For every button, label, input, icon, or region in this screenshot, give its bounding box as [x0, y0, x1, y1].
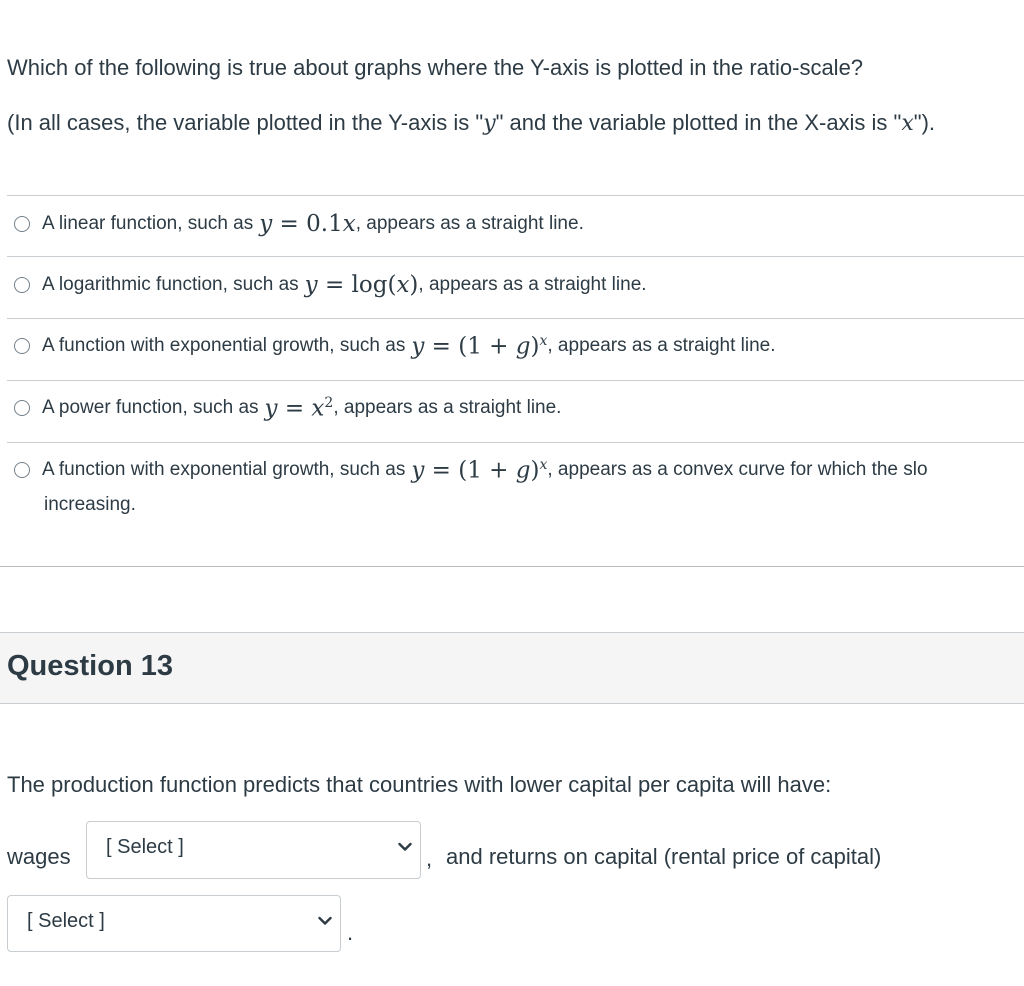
question-12-note: (In all cases, the variable plotted in the Y-axis is "y" and the variable plotted in the X-axis is "x").	[7, 110, 936, 136]
returns-select[interactable]	[7, 895, 341, 952]
divider	[7, 195, 1024, 196]
divider	[7, 442, 1024, 443]
math-formula: $y = x^2$	[264, 394, 334, 422]
radio-unselected-icon[interactable]	[14, 462, 30, 478]
answer-option-5[interactable]: A function with exponential growth, such as $y = (1 + g)^x$ , appears as a convex curve for which the slo	[14, 453, 1024, 487]
answer-option-1[interactable]: A linear function, such as y = 0.1x , appears as a straight line.	[14, 208, 1024, 240]
note-var-y: y	[483, 111, 496, 136]
question-13-prompt: The production function predicts that countries with lower capital per capita will have:	[7, 772, 832, 797]
math-formula: $y = (1 + g)^x$	[411, 332, 548, 360]
wages-select-value: [ Select ]	[106, 836, 184, 858]
chevron-down-icon	[398, 842, 412, 852]
returns-select-value: [ Select ]	[27, 910, 105, 932]
answer-option-5-continuation: increasing.	[44, 494, 136, 515]
divider	[7, 256, 1024, 257]
math-formula: $y = (1 + g)^x$	[411, 456, 548, 484]
radio-unselected-icon[interactable]	[14, 277, 30, 293]
note-var-x: x	[901, 111, 914, 136]
answer-option-3[interactable]: A function with exponential growth, such as $y = (1 + g)^x$ , appears as a straight line.	[14, 329, 1024, 363]
radio-unselected-icon[interactable]	[14, 216, 30, 232]
radio-unselected-icon[interactable]	[14, 400, 30, 416]
math-formula: y = log(x)	[304, 272, 419, 298]
radio-unselected-icon[interactable]	[14, 338, 30, 354]
divider	[7, 380, 1024, 381]
math-formula: y = 0.1x	[259, 211, 356, 237]
question-12-prompt: Which of the following is true about graphs where the Y-axis is plotted in the ratio-scale?	[7, 55, 864, 80]
question-divider	[0, 566, 1024, 567]
returns-on-capital-text: and returns on capital (rental price of capital)	[446, 844, 882, 869]
answer-option-2[interactable]: A logarithmic function, such as y = log(x) , appears as a straight line.	[14, 269, 1024, 301]
comma-text: ,	[426, 846, 433, 871]
question-13-title: Question 13	[7, 650, 173, 682]
wages-label: wages	[7, 844, 71, 869]
chevron-down-icon	[318, 916, 332, 926]
divider	[7, 318, 1024, 319]
period-text: .	[347, 920, 354, 945]
wages-select[interactable]	[86, 821, 421, 879]
answer-option-4[interactable]: A power function, such as $y = x^2$ , appears as a straight line.	[14, 391, 1024, 425]
question-13-header	[0, 632, 1024, 704]
